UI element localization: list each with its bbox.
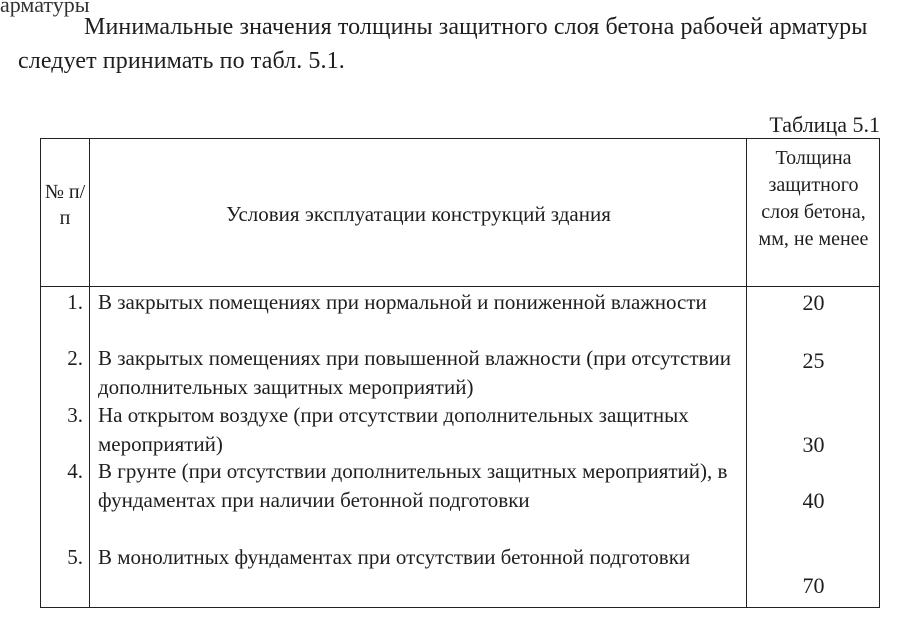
column-divider-thickness: [746, 139, 747, 607]
row-5-number: 5.: [67, 545, 83, 569]
cover-thickness-table: [40, 138, 880, 608]
row-4-number: 4.: [67, 459, 83, 483]
row-5-value: 70: [802, 573, 825, 598]
row-3-condition: На открытом воздухе (при отсутствии дополнительных защитных мероприятий): [98, 403, 689, 456]
row-1-value: 20: [802, 290, 825, 315]
column-divider-number: [89, 139, 90, 607]
row-1-number: 1.: [67, 290, 83, 314]
header-thickness: Толщина защитного слоя бетона, мм, не менее: [758, 147, 869, 250]
row-2-value: 25: [802, 348, 825, 373]
row-3-number: 3.: [67, 403, 83, 427]
header-conditions: Условия эксплуатации конструкций здания: [226, 202, 611, 226]
row-4-condition: В грунте (при отсутствии дополнительных защитных мероприятий), в фундаментах при наличии бетонной подготовки: [98, 459, 728, 512]
row-2-number: 2.: [67, 346, 83, 370]
header-number: № п/п: [44, 181, 86, 229]
table-caption: Таблица 5.1: [769, 112, 880, 137]
previous-page-fragment: арматуры: [0, 0, 90, 17]
header-divider: [41, 286, 879, 287]
intro-paragraph: Минимальные значения толщины защитного слоя бетона рабочей арматуры следует принимать по табл. 5.1.: [18, 14, 868, 74]
row-4-value: 40: [802, 488, 825, 513]
row-3-value: 30: [802, 432, 825, 457]
row-1-condition: В закрытых помещениях при нормальной и пониженной влажности: [98, 290, 707, 314]
row-2-condition: В закрытых помещениях при повышенной влажности (при отсутствии дополнительных защитных мероприятий): [98, 346, 731, 399]
row-5-condition: В монолитных фундаментах при отсутствии бетонной подготовки: [98, 545, 691, 569]
